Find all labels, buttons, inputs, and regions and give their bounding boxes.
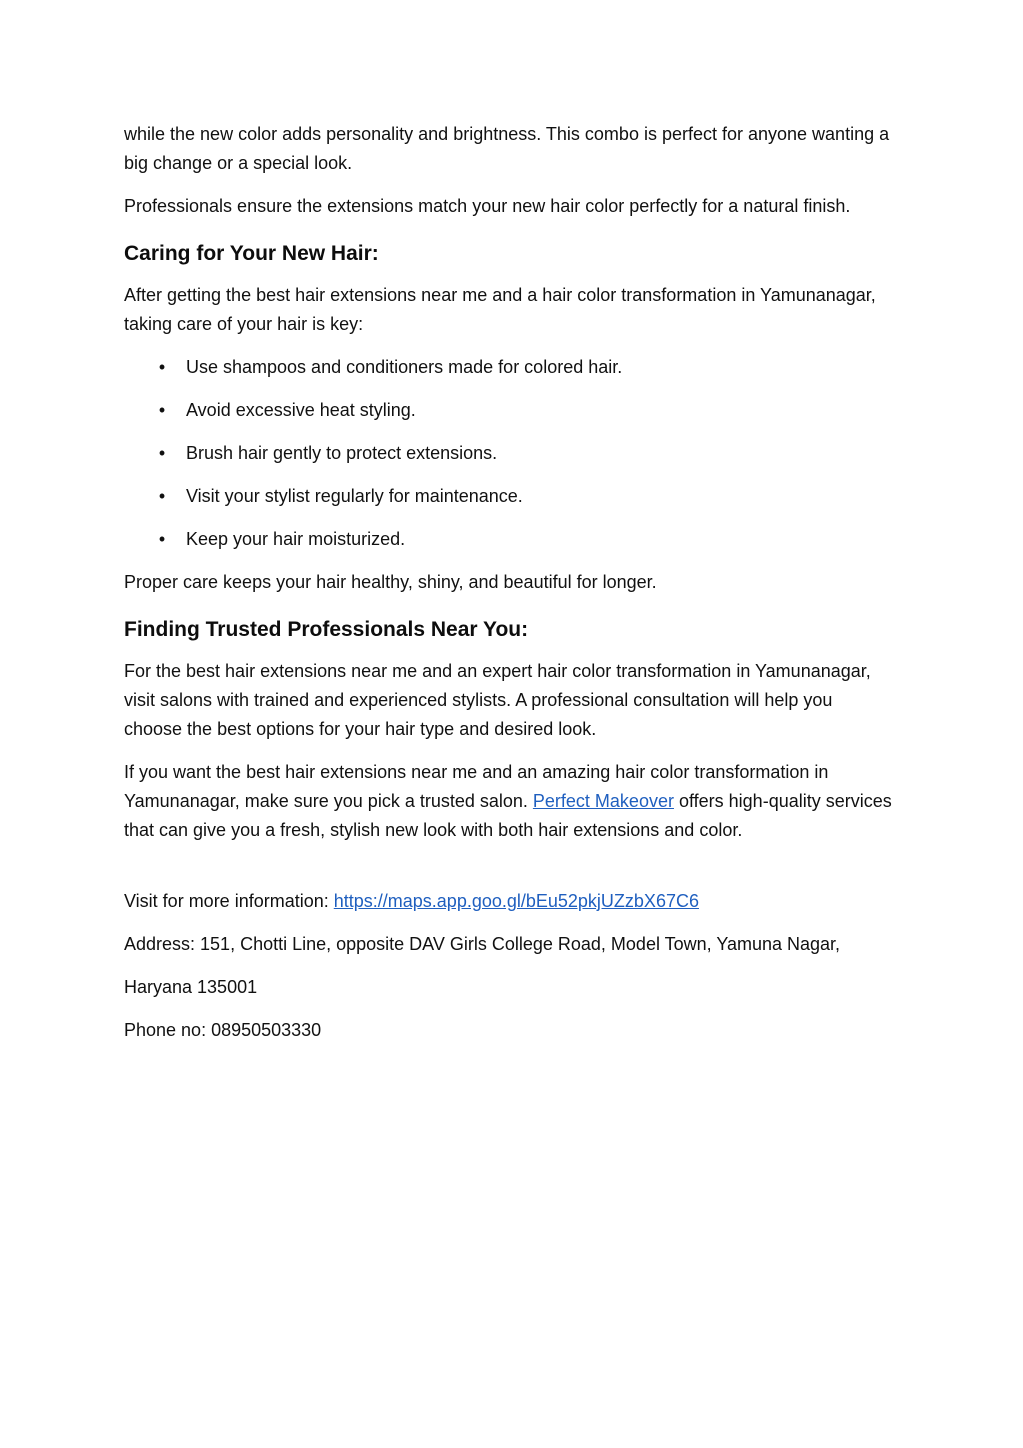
- intro-paragraph-2: Professionals ensure the extensions match your new hair color perfectly for a natural finish.: [124, 196, 851, 216]
- list-item: [124, 396, 894, 425]
- bullet-icon: •: [158, 400, 166, 420]
- bullet-icon: •: [158, 529, 166, 549]
- list-item: [124, 353, 894, 382]
- list-item-text: Keep your hair moisturized.: [186, 529, 406, 549]
- address-line-2: Haryana 135001: [124, 977, 258, 997]
- list-item-text: Visit your stylist regularly for maintenance.: [186, 486, 523, 506]
- perfect-makeover-link[interactable]: Perfect Makeover: [532, 791, 674, 811]
- list-item-text: Avoid excessive heat styling.: [186, 400, 416, 420]
- intro-paragraph-1: while the new color adds personality and brightness. This combo is perfect for anyone wanting a big change or a special look.: [124, 124, 890, 173]
- finding-paragraph-1: For the best hair extensions near me and an expert hair color transformation in Yamunanagar, visit salons with trained and experienced stylists. A professional consultation will help you choose the best options for your hair type and desired look.: [124, 661, 871, 739]
- bullet-icon: •: [158, 357, 166, 377]
- care-tips-list: [124, 353, 894, 554]
- section-spacer: [124, 859, 894, 887]
- finding-paragraph-2-start: If you want the best hair extensions near me and an amazing hair color transformation in Yamunanagar, make sure you pick a trusted salon.: [124, 762, 829, 811]
- caring-outro-paragraph: Proper care keeps your hair healthy, shiny, and beautiful for longer.: [124, 572, 657, 592]
- caring-heading: Caring for Your New Hair:: [124, 242, 379, 265]
- maps-link[interactable]: https://maps.app.goo.gl/bEu52pkjUZzbX67C6: [333, 891, 699, 911]
- list-item: [124, 482, 894, 511]
- document-body: [124, 120, 894, 1059]
- finding-paragraph-2: [124, 758, 894, 845]
- finding-heading: Finding Trusted Professionals Near You:: [124, 618, 529, 641]
- address-line-1: Address: 151, Chotti Line, opposite DAV Girls College Road, Model Town, Yamuna Nagar,: [124, 934, 841, 954]
- bullet-icon: •: [158, 443, 166, 463]
- list-item-text: Brush hair gently to protect extensions.: [186, 443, 498, 463]
- caring-intro-paragraph: After getting the best hair extensions near me and a hair color transformation in Yamunanagar, taking care of your hair is key:: [124, 285, 876, 334]
- phone-line: Phone no: 08950503330: [124, 1020, 322, 1040]
- list-item: [124, 525, 894, 554]
- visit-label: Visit for more information:: [124, 891, 334, 911]
- visit-info-line: [124, 887, 894, 916]
- list-item: [124, 439, 894, 468]
- list-item-text: Use shampoos and conditioners made for colored hair.: [186, 357, 623, 377]
- bullet-icon: •: [158, 486, 166, 506]
- finding-paragraph-2-end: offers high-quality services that can give you a fresh, stylish new look with both hair extensions and color.: [124, 791, 892, 840]
